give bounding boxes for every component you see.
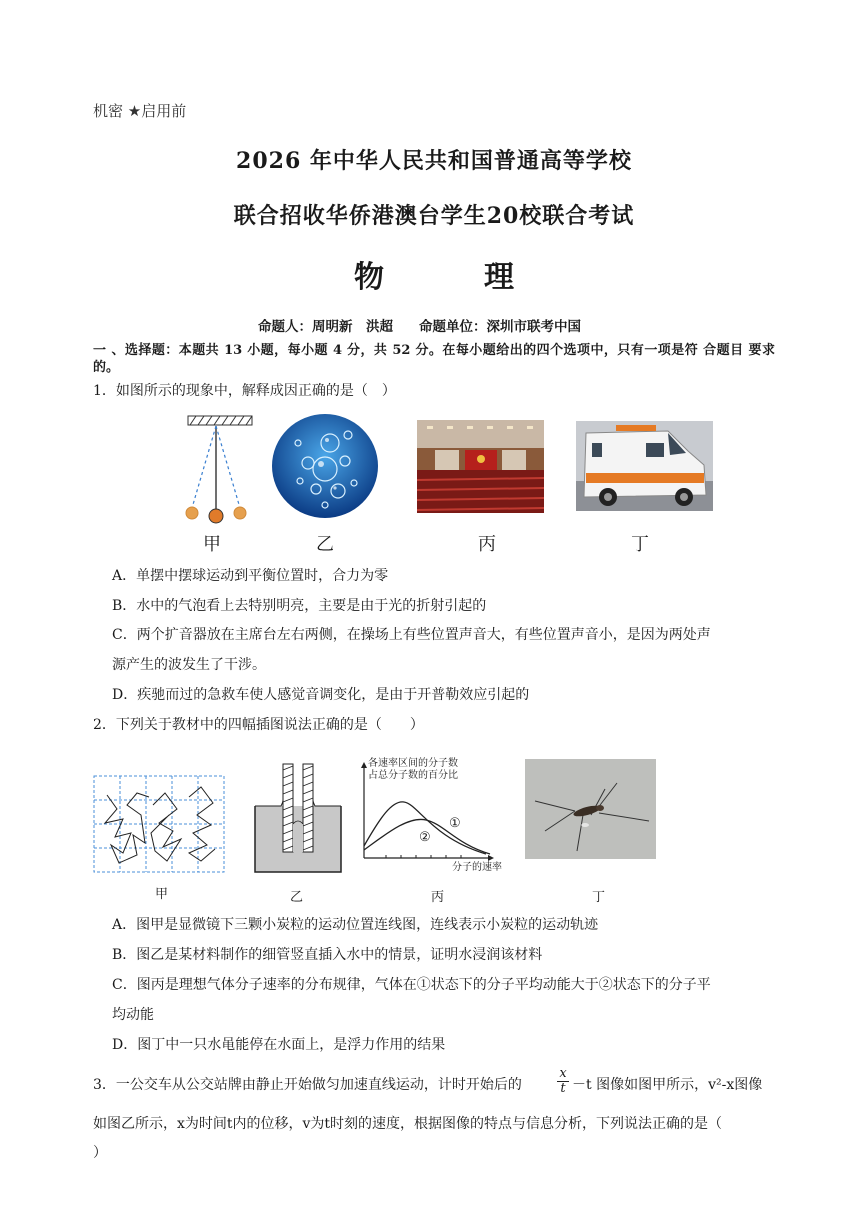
water-strider-figure (525, 759, 656, 859)
q1-label-ding: 丁 (631, 534, 649, 555)
q2-option-d: D．图丁中一只水黾能停在水面上，是浮力作用的结果 (112, 1037, 446, 1053)
brownian-motion-figure (93, 775, 227, 875)
q1-label-yi: 乙 (316, 534, 334, 555)
author-label: 命题人：周明新 洪超 (258, 319, 393, 335)
q2-label-bing: 丙 (431, 890, 445, 905)
auditorium-figure (417, 420, 544, 513)
q2-option-c-cont: 均动能 (112, 1007, 154, 1023)
graph-curve1-label: ① (449, 816, 461, 831)
q1-label-bing: 丙 (478, 534, 496, 555)
q3-line2: 如图乙所示，x为时间t内的位移，v为t时刻的速度，根据图像的特点与信息分析，下列说法正确的是（ (93, 1116, 723, 1132)
pendulum-figure (180, 412, 260, 524)
subject-char2: 理 (484, 260, 514, 295)
exam-title-line2: 联合招收华侨港澳台学生20校联合考试 (233, 203, 635, 229)
q1-stem: 1．如图所示的现象中，解释成因正确的是（ ） (93, 383, 396, 399)
graph-ylabel-line1: 各速率区间的分子数 (368, 758, 458, 769)
q1-option-c-cont: 源产生的波发生了干涉。 (112, 657, 266, 673)
q2-option-a: A．图甲是显微镜下三颗小炭粒的运动位置连线图，连线表示小炭粒的运动轨迹 (112, 917, 599, 933)
confidential-mark: 机密 ★启用前 (93, 102, 187, 120)
q3-fraction-denominator: t (560, 1081, 566, 1096)
q3-line1-part-a: 3．一公交车从公交站牌由静止开始做匀加速直线运动，计时开始后的 (93, 1077, 522, 1093)
q1-option-a: A．单摆中摆球运动到平衡位置时，合力为零 (112, 568, 389, 584)
q2-label-yi: 乙 (290, 890, 304, 905)
subject-char1: 物 (354, 260, 384, 295)
q1-option-c: C．两个扩音器放在主席台左右两侧，在操场上有些位置声音大，有些位置声音小，是因为两处声 (112, 627, 711, 643)
q1-label-jia: 甲 (203, 534, 221, 555)
graph-ylabel-line2: 占总分子数的百分比 (368, 770, 458, 781)
q3-fraction (557, 1067, 569, 1096)
bubbles-figure (270, 413, 380, 519)
author-line (258, 315, 581, 335)
q3-fraction-numerator: x (557, 1067, 569, 1082)
section-instructions: 一 、选择题：本题共 13 小题，每小题 4 分，共 52 分。在每小题给出的四个选项中，只有一项是符 合题目 要求的。 (93, 343, 775, 375)
unit-label: 命题单位：深圳市联考中国 (419, 319, 581, 335)
q2-label-ding: 丁 (592, 890, 606, 905)
q1-option-d: D．疾驰而过的急救车使人感觉音调变化，是由于开普勒效应引起的 (112, 687, 530, 703)
q2-option-b: B．图乙是某材料制作的细管竖直插入水中的情景，证明水浸润该材料 (112, 947, 543, 963)
speed-distribution-graph (356, 758, 496, 862)
ambulance-figure (576, 421, 713, 511)
capillary-tube-figure (253, 762, 343, 874)
subject-title (0, 252, 868, 296)
graph-curve2-label: ② (419, 830, 431, 845)
q1-option-b: B．水中的气泡看上去特别明亮，主要是由于光的折射引起的 (112, 598, 487, 614)
graph-xlabel: 分子的速率 (452, 862, 502, 873)
q2-option-c: C．图丙是理想气体分子速率的分布规律，气体在①状态下的分子平均动能大于②状态下的分子平 (112, 977, 711, 993)
q3-line1-part-b: －t 图像如图甲所示，v²-x图像 (572, 1077, 763, 1093)
exam-title-line1: 2026 年中华人民共和国普通高等学校 (236, 148, 632, 174)
q2-stem: 2．下列关于教材中的四幅插图说法正确的是（ ） (93, 717, 424, 733)
q3-line3: ） (93, 1145, 107, 1161)
q2-label-jia: 甲 (155, 887, 169, 902)
